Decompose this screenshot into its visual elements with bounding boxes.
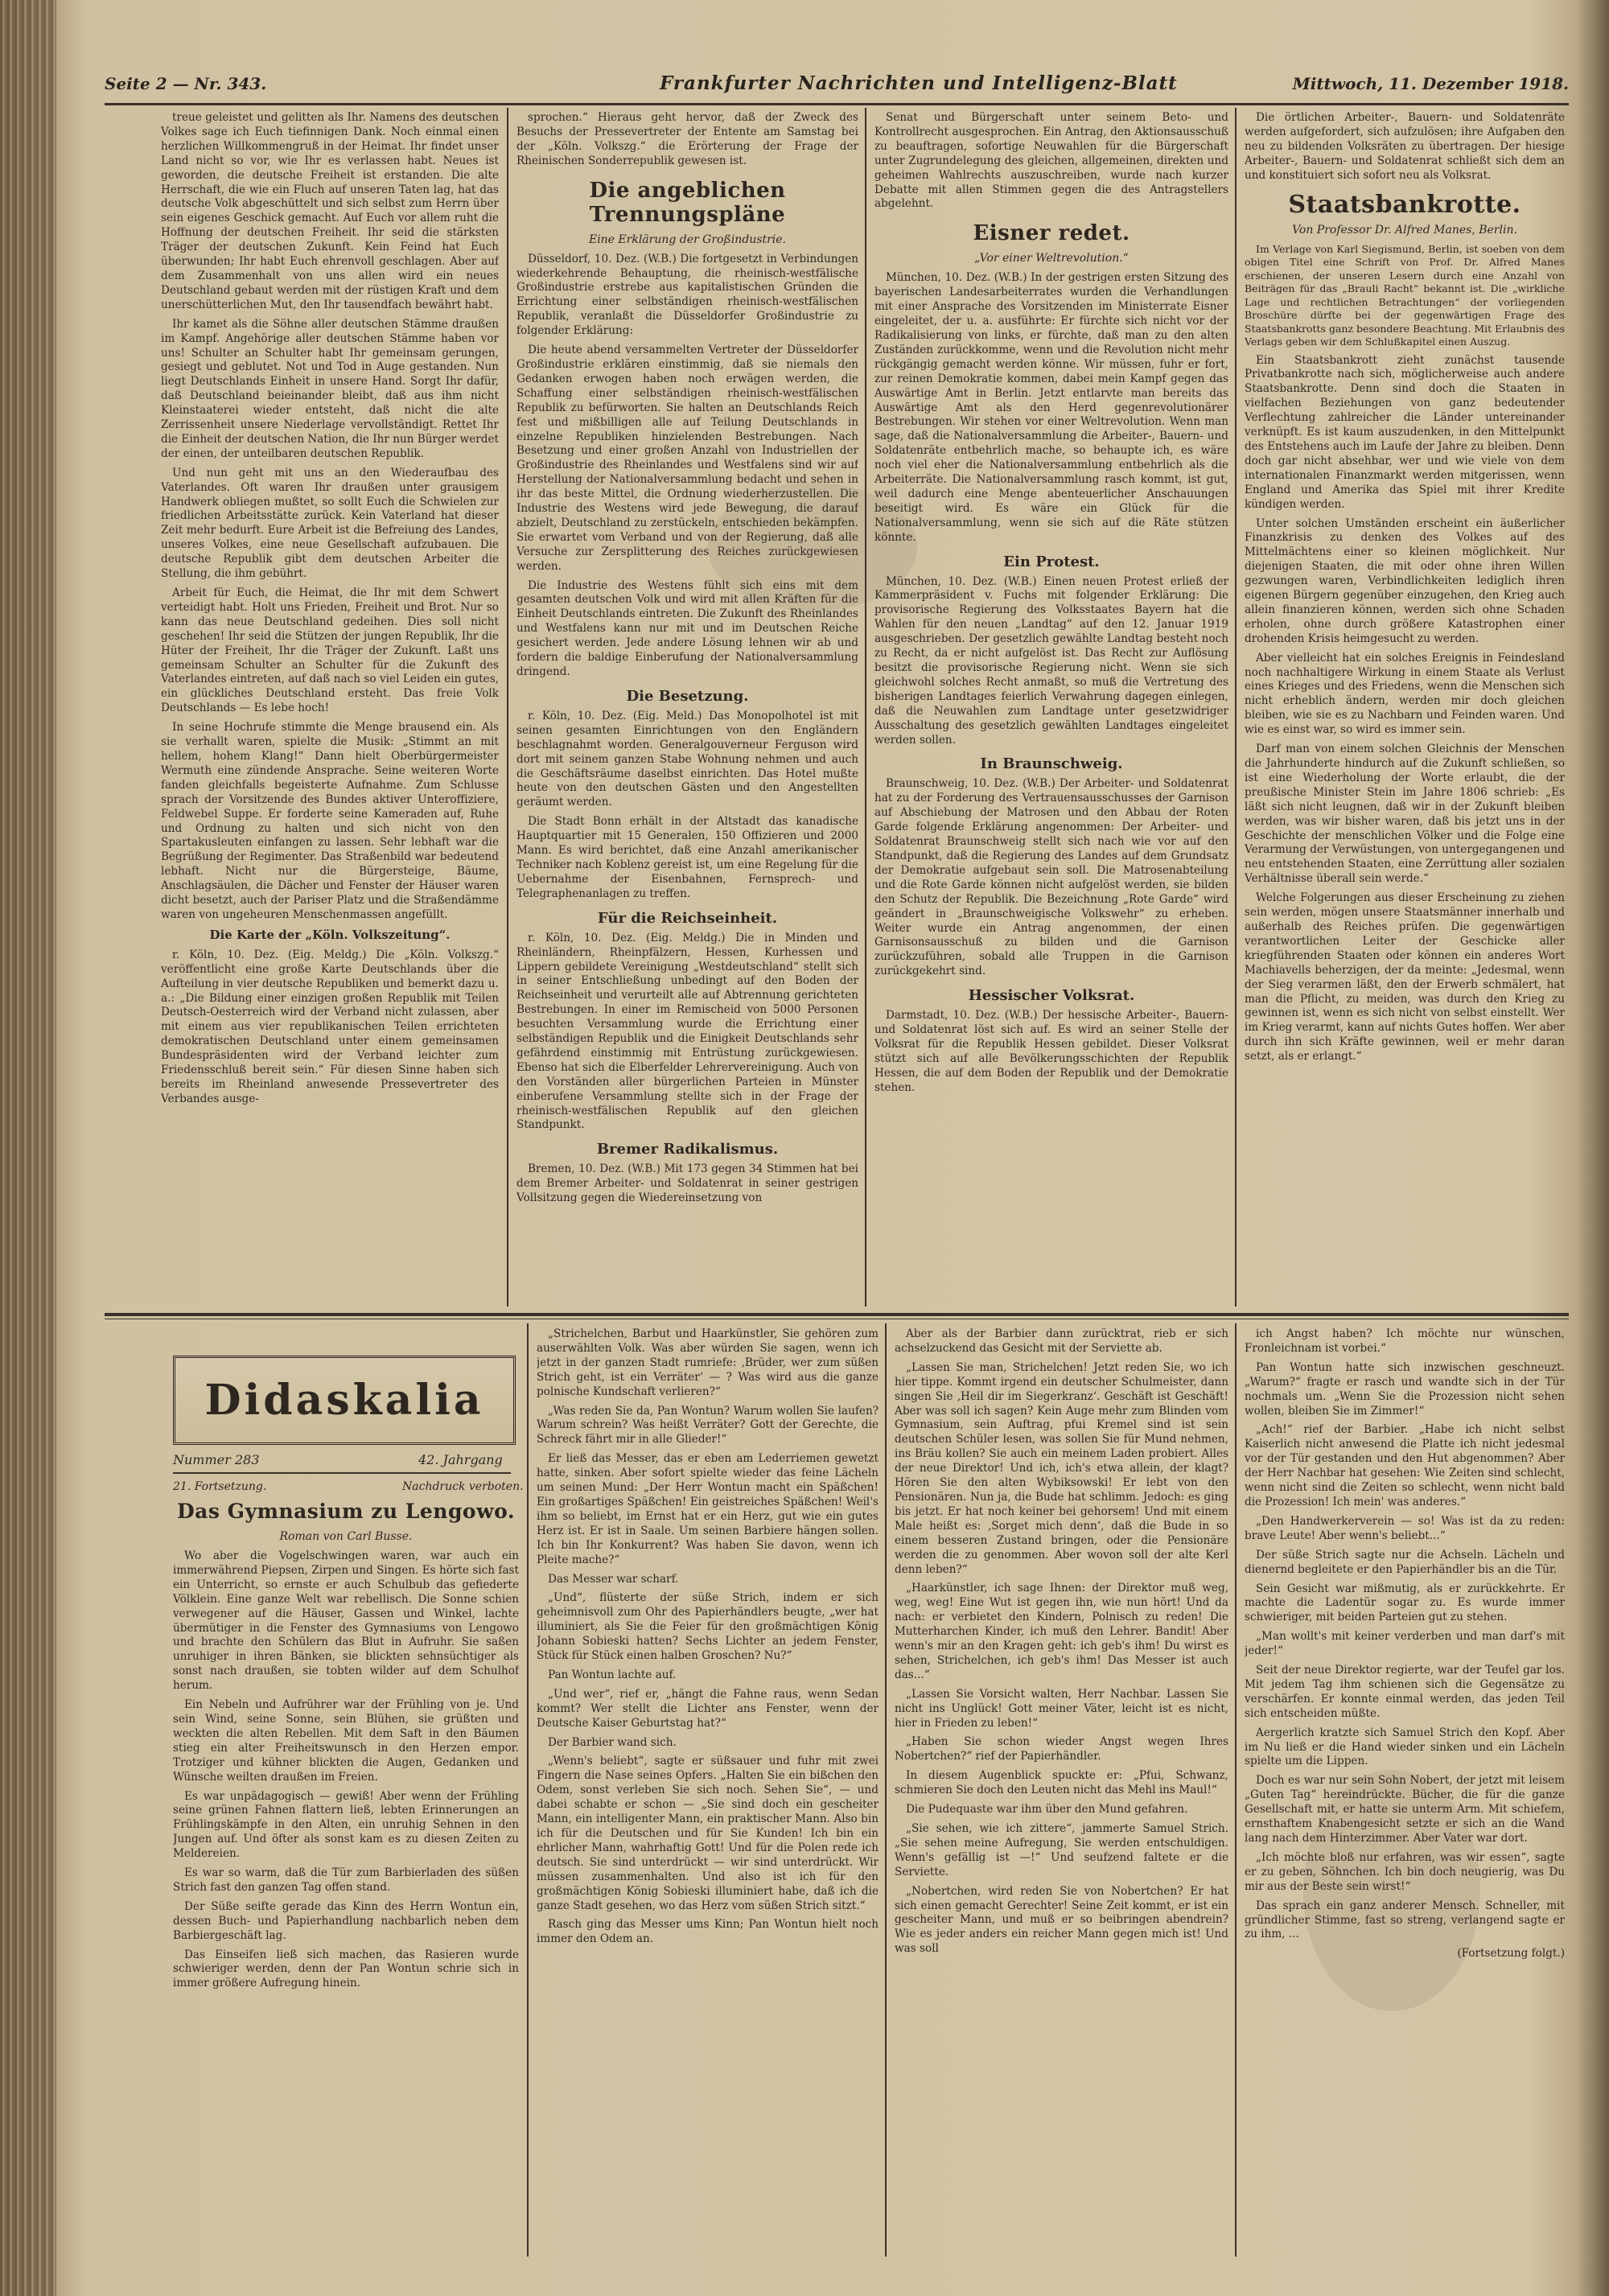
feuilleton-column-1 (173, 1498, 519, 2254)
masthead-rule (105, 103, 1569, 105)
column-rule (507, 108, 508, 1306)
installment-label: 21. Fortsetzung. (173, 1480, 267, 1493)
column-1 (161, 111, 499, 1310)
story-paragraph: „Und wer“, rief er, „hängt die Fahne raus, wenn Sedan kommt? Wer stellt die Lichter ans Fenster, wenn der Deutsche Kaiser Geburtstag hat?“ (537, 1687, 879, 1730)
story-paragraph: Die Pudequaste war ihm über den Mund gefahren. (906, 1803, 1188, 1817)
story-paragraph: „Den Handwerkerverein — so! Was ist da zu reden: brave Leute! Aber wenn's beliebt...“ (1245, 1514, 1565, 1542)
article-paragraph: Senat und Bürgerschaft unter seinem Beto- und Kontrollrecht ausgesprochen. Ein Antrag, den Aktionsausschuß zu beauftragen, sofortige Neuwahlen für die Bürgerschaft unter Zugrundelegung des gleichen, allgemeinen, direkten und geheimen Wahlrechts auszuschreiben, wurde nach kurzer Debatte mit allen Stimmen gegen die des Antragstellers abgelehnt. (874, 111, 1228, 211)
story-paragraph: In diesem Augenblick spuckte er: „Pfui, Schwanz, schmieren Sie doch den Leuten nicht das Mehl ins Maul!“ (895, 1769, 1228, 1797)
story-paragraph: „Strichelchen, Barbut und Haarkünstler, Sie gehören zum auserwählten Volk. Was aber würden Sie sagen, wenn ich jetzt in der ganzen Stadt rumriefe: ‚Brüder, wer zum süßen Strich geht, ist ein Verräter‘ — ? Was wird aus die ganze polnische Kundschaft verlieren?“ (537, 1327, 879, 1398)
story-paragraph: Es war unpädagogisch — gewiß! Aber wenn der Frühling seine grünen Fahnen flattern ließ, lebten Erinnerungen an Frühlingskämpfe in den Alten, ein unruhig Sehnen in den Jungen auf. Und öfter als sonst kam es zu diesen Zeiten zu Meldereien. (173, 1789, 519, 1861)
story-paragraph: Es war so warm, daß die Tür zum Barbierladen des süßen Strich fast den ganzen Tag offen stand. (173, 1866, 519, 1894)
didaskalia-title-box (173, 1356, 516, 1445)
article-headline: Ein Protest. (1003, 553, 1100, 570)
story-paragraph: Das Einseifen ließ sich machen, das Rasieren wurde schwieriger werden, denn der Pan Wontun schrie sich in immer größere Aufregung hinein. (173, 1948, 519, 1990)
article-paragraph: r. Köln, 10. Dez. (Eig. Meld.) Das Monopolhotel ist mit seinen gesamten Einrichtungen von den Engländern beschlagnahmt worden. Generalgouverneur Ferguson wird dort mit seinem ganzen Stabe Wohnung nehmen und auch die Geschäftsräume daselbst einrichten. Das Hotel mußte heute von den deutschen Gästen und den Angestellten geräumt werden. (516, 709, 858, 809)
page-stack-edge (0, 0, 56, 2296)
feuilleton-rule (105, 1313, 1569, 1316)
column-rule (1235, 1323, 1237, 2257)
article-paragraph: Darmstadt, 10. Dez. (W.B.) Der hessische Arbeiter-, Bauern- und Soldatenrat löst sich auf. Es wird an seiner Stelle der Volksrat für die Republik Hessen gebildet. Dieser Volksrat stützt sich auf alle Bevölkerungsschichten der Republik Hessen, die auf dem Boden der Republik und der Demokratie stehen. (874, 1009, 1228, 1094)
article-paragraph: Bremen, 10. Dez. (W.B.) Mit 173 gegen 34 Stimmen hat bei dem Bremer Arbeiter- und Soldatenrat in seiner gestrigen Vollsitzung gegen die Wiedereinsetzung von (516, 1162, 858, 1205)
column-rule (527, 1323, 529, 2257)
story-paragraph: Ein Nebeln und Aufrührer war der Frühling von je. Und sein Wind, seine Sonne, sein Blühen, sie grüßten und weckten die alten Rebellen. Mit dem Saft in den Bäumen stieg ein alter Freiheitswunsch in den Herzen empor. Trotziger und kühner blickten die Augen, Gedanken und Wünsche weilten draußen im Freien. (173, 1698, 519, 1784)
article-paragraph: r. Köln, 10. Dez. (Eig. Meldg.) Die in Minden und Rheinländern, Rheinpfälzern, Hessen, Kurhessen und Lippern gebildete Vereinigung „Westdeutschland“ stellt sich in seiner Entschließung unbedingt auf den Boden der Reichseinheit und verurteilt alle auf Abtrennung gerichteten Bestrebungen. In einer im Remischeid von 5000 Personen besuchten Versammlung wurde die Errichtung einer selbständigen Republik und die Einigkeit Deutschlands sehr gefährdend einstimmig mit Entrüstung zurückgewiesen. Ebenso hat sich die Elberfelder Lehrervereinigung. Auch von den Vorständen aller bürgerlichen Parteien in Münster einberufene Versammlung stellte sich in der Frage der rheinisch-westfälischen Republik auf den gleichen Standpunkt. (516, 931, 858, 1132)
article-paragraph: Düsseldorf, 10. Dez. (W.B.) Die fortgesetzt in Verbindungen wiederkehrende Behauptung, die rheinisch-westfälische Großindustrie erstrebe aus kapitalistischen Gründen die Errichtung einer selbständigen rheinisch-westfälischen Republik, veranlaßt die Düsseldorfer Großindustrie zu folgender Erklärung: (516, 252, 858, 338)
issue-date: Mittwoch, 11. Dezember 1918. (1292, 74, 1569, 93)
article-paragraph: München, 10. Dez. (W.B.) In der gestrigen ersten Sitzung des bayerischen Landesarbeiterrates wurden die Verhandlungen mit einer Ansprache des Vorsitzenden im Ministerrate Eisner eingeleitet, der u. a. ausführte: Er fürchte sich nicht vor der Radikalisierung von links, er fürchte, daß man zu den alten Zuständen zurückkomme, wenn und die Revolution nicht mehr rückgängig gemacht werden könne. Wir müssen, fuhr er fort, zur reinen Demokratie kommen, dabei mein Kampf gegen das Auswärtige Amt in Berlin. Jetzt entlarvte man bereits das Auswärtige Amt als den Herd gegenrevolutionärer Bestrebungen. Wir stehen vor einer Weltrevolution. Wenn man sage, daß die Nationalversammlung die Arbeiter-, Bauern- und Soldatenräte entbehrlich mache, so behaupte ich, es wäre noch viel eher die Nationalversammlung entbehrlich als die Arbeiterräte. Die Nationalversammlung rasch kommt, ist gut, weil dadurch eine Menge abenteuerlicher Anschauungen beseitigt wird. Es wäre ein Glück für die Nationalversammlung, wenn sie sich auf die Räte stützen könnte. (874, 271, 1228, 544)
story-paragraph: „Was reden Sie da, Pan Wontun? Warum wollen Sie laufen? Warum schrein? Was heißt Verräter? Gott der Gerechte, die Schreck fährt mir in alle Glieder!“ (537, 1404, 879, 1446)
article-paragraph: r. Köln, 10. Dez. (Eig. Meldg.) Die „Köln. Volkszg.“ veröffentlicht eine große Karte Deutschlands über die Aufteilung in vier deutsche Republiken und bemerkt dazu u. a.: „Die Bildung einer einzigen großen Republik mit Teilen Deutsch-Oesterreich wird der Verband nicht zulassen, aber mit einem aus vier republikanischen Teilen errichteten demokratischen Deutschland unter einem gemeinsamen Bundespräsidenten wird der Verband leichter zum Friedensschluß bereit sein.“ Für diesen Sinne haben sich bereits im Rheinland anwesende Pressevertreter des Verbandes ausge- (161, 948, 499, 1105)
article-headline: Die angeblichen Trennungspläne (589, 178, 786, 227)
article-subheadline: „Vor einer Weltrevolution.“ (974, 252, 1129, 265)
feuilleton-column-3 (895, 1327, 1228, 2253)
masthead (105, 66, 1569, 98)
article-paragraph: Arbeit für Euch, die Heimat, die Ihr mit dem Schwert verteidigt habt. Holt uns Frieden, Freiheit und Brot. Nur so kann das neue Deutschland gedeihen. Dies soll nicht geschehen! Ihr seid die Stützen der jungen Republik, Ihr die Hüter der Freiheit, Ihr die Träger der Zukunft. Laßt uns gemeinsam Schulter an Schulter für die Zukunft des Vaterlandes eintreten, auf daß nach so viel Leiden ein gutes, ein glückliches Deutschland ersteht. Das freie Volk Deutschlands — Es lebe hoch! (161, 586, 499, 715)
column-rule (865, 108, 866, 1306)
article-paragraph: Darf man von einem solchen Gleichnis der Menschen die Jahrhunderte hindurch auf die Zukunft schließen, so ist eine Wiederholung der Worte erlaubt, die der preußische Minister Stein im Jahre 1806 schrieb: „Es läßt sich nicht leugnen, daß wir in der Zukunft bleiben werden, was wir bisher waren, daß bis jetzt uns in der Geschichte der menschlichen Völker und die Folge eine Verarmung der Verwüstungen, von untergegangenen und neu entstehenden Staaten, eine Zerrüttung aller sozialen Verhältnisse überall sein werde.“ (1245, 743, 1565, 886)
story-paragraph: Aber als der Barbier dann zurücktrat, rieb er sich achselzuckend das Gesicht mit der Serviette ab. (895, 1327, 1228, 1355)
article-paragraph: Die örtlichen Arbeiter-, Bauern- und Soldatenräte werden aufgefordert, sich aufzulösen; ihre Aufgaben den neu zu bildenden Volksräten zu übertragen. Der hiesige Arbeiter-, Bauern- und Soldatenrat schließt sich dem an und konstituiert sich sofort neu als Volksrat. (1245, 111, 1565, 182)
article-paragraph: Die heute abend versammelten Vertreter der Düsseldorfer Großindustrie erklären einstimmig, daß sie niemals den Gedanken erwogen haben noch erwägen werden, die Schaffung einer selbständigen rheinisch-westfälischen Republik zu befürworten. Sie halten an Deutschlands Reich fest und mißbilligen alle auf Teilung Deutschlands in einzelne Republiken hinzielenden Bestrebungen. Nach Besetzung und einer großen Anzahl von Industriellen der Großindustrie des Rheinlandes und Westfalens sind wir auf Herstellung der Nationalversammlung bedacht und sehen in ihr das beste Mittel, die Ordnung wiederherzustellen. Die Industrie des Westens wird jede Bewegung, die darauf abzielt, Deutschland zu zerstückeln, entschieden bekämpfen. Sie erwartet vom Verband und von der Regierung, daß alle Versuche zur Zersplitterung des Reiches zurückgewiesen werden. (516, 344, 858, 573)
article-paragraph: Ein Staatsbankrott zieht zunächst tausende Privatbankrotte nach sich, möglicherweise auch andere Staatsbankrotte. Denn sind doch die Staaten in vielfachen Beziehungen von ganz bedeutender Verflechtung zahlreicher die Länder untereinander verknüpft. Es ist kaum auszudenken, in den Mittelpunkt des Entstehens auch im Laufe der Jahre zu bleiben. Denn doch gar nicht absehbar, wer und wie viele von dem internationalen Finanzmarkt werden mitgerissen, wenn England und Amerika das Spiel mit ihrer Kredite kündigen werden. (1245, 353, 1565, 511)
feuilleton-column-4 (1245, 1327, 1565, 2253)
article-headline: Hessischer Volksrat. (968, 987, 1135, 1005)
story-paragraph: Pan Wontun lachte auf. (548, 1668, 677, 1681)
story-paragraph: Pan Wontun hatte sich inzwischen geschneuzt. „Warum?“ fragte er rasch und wandte sich in der Tür nochmals um. „Wenn Sie die Prozession nicht sehen wollen, bleiben Sie im Zimmer!“ (1245, 1360, 1565, 1418)
article-headline: Die Besetzung. (626, 687, 749, 705)
story-paragraph: „Man wollt's mit keiner verderben und man darf's mit jeder!“ (1245, 1630, 1565, 1658)
article-paragraph: Braunschweig, 10. Dez. (W.B.) Der Arbeiter- und Soldatenrat hat zu der Forderung des Vertrauensausschusses der Garnison auf Abschiebung der Matrosen und den Abbau der Roten Garde folgende Erklärung angenommen: Der Arbeiter- und Soldatenrat Braunschweig stellt sich nach wie vor auf den Standpunkt, daß die Regierung des Landes auf dem Grundsatz der Demokratie aufgebaut sein soll. Die Matrosenabteilung und die Rote Garde können nicht aufgelöst werden, sie bilden den Schutz der Republik. Die Bezeichnung „Rote Garde“ wird geändert in „Braunschweigische Volkswehr“ zu erheben. Weiter wurde ein Antrag angenommen, der einen Garnisonsausschuß zu bilden und die Garnison zurückzuführen, sobald alle Truppen in die Garnison zurückgekehrt sind. (874, 777, 1228, 978)
story-paragraph: Der Barbier wand sich. (548, 1735, 677, 1749)
article-paragraph: Und nun geht mit uns an den Wiederaufbau des Vaterlandes. Oft waren Ihr draußen unter grausigem Handwerk obliegen mußtet, so sollt Euch die Schwielen zur friedlichen Arbeitsstätte zurück. Kein Vaterland hat dieser Zeit mehr bedurft. Eure Arbeit ist die Befreiung des Landes, unseres Volkes, eine neue Gesellschaft aufzubauen. Die deutsche Republik gibt dem deutschen Arbeiter die Stellung, die ihm gebührt. (161, 466, 499, 581)
story-paragraph: „Haben Sie schon wieder Angst wegen Ihres Nobertchen?“ rief der Papierhändler. (895, 1735, 1228, 1763)
article-subheadline: Eine Erklärung der Großindustrie. (588, 232, 787, 246)
article-paragraph: Die Stadt Bonn erhält in der Altstadt das kanadische Hauptquartier mit 15 Generalen, 150 Offizieren und 2000 Mann. Es wird berichtet, daß eine Anzahl amerikanischer Techniker nach Koblenz gereist ist, um eine Regelung für die Uebernahme der Eisenbahnen, Fernsprech- und Telegraphenanlagen zu treffen. (516, 815, 858, 900)
story-paragraph: „Nobertchen, wird reden Sie von Nobertchen? Er hat sich einen gemacht Gerechter! Seine Zeit kommt, er ist ein gescheiter Mann, und muß er so beibringen abendrein? Wie es jeder anders ein reicher Mann gegen mich ist! Und was soll (895, 1884, 1228, 1956)
article-headline: Für die Reichseinheit. (597, 909, 778, 927)
story-paragraph: Das sprach ein ganz anderer Mensch. Schneller, mit gründlicher Stimme, fast so streng, verlangend sagte er zu ihm, ... (1245, 1899, 1565, 1941)
story-paragraph: „Haarkünstler, ich sage Ihnen: der Direktor muß weg, weg, weg! Eine Wut ist gegen ihn, wie nun hört! Und da nach: er verbietet den Kindern, Polnisch zu reden! Die Mutterharchen Kinder, ich muß den Lehrer. Bandit! Aber wenn's mir an den Kragen geht: ich geb's ihm! Du wirst es sehen, Strichelchen, ich geb's ihm! Das Messer ist auch das...“ (895, 1582, 1228, 1681)
article-paragraph: Aber vielleicht hat ein solches Ereignis in Feindesland noch nachhaltigere Wirkung in einem Staate als Verlust eines Krieges und des Friedens, wenn die Menschen sich nicht erheblich ändern, werden mir doch gleichen bleiben, wie sie es zu Nachbarn und Feinden waren. Und wie es einst war, so wird es immer sein. (1245, 651, 1565, 737)
story-paragraph: Aergerlich kratzte sich Samuel Strich den Kopf. Aber im Nu ließ er die Hand wieder sinken und ein Lächeln spielte um die Lippen. (1245, 1726, 1565, 1768)
article-paragraph: In seine Hochrufe stimmte die Menge brausend ein. Als sie verhallt waren, spielte die Musik: „Stimmt an mit hellem, hohem Klang!“ Dann hielt Oberbürgermeister Wermuth eine zündende Ansprache. Seine weiteren Worte fanden gleichfalls begeisterte Aufnahme. Zum Schlusse sprach der Vorsitzende des Bundes aktiver Unteroffiziere, Feldwebel Suppe. Er forderte seine Kameraden auf, Ruhe und Ordnung zu halten und sich nicht von den Spartakusleuten einfangen zu lassen. Sehr lebhaft war die Begrüßung der Regimenter. Das Straßenbild war bedeutend lebhaft. Nicht nur die Bürgersteige, Bäume, Anschlagsäulen, die Dächer und Fenster der Häuser waren dicht besetzt, auch der Pariser Platz und die Straßendämme waren von ungeheuren Menschenmassen angefüllt. (161, 721, 499, 921)
page-number-label: Seite 2 — Nr. 343. (105, 74, 267, 93)
year-volume: 42. Jahrgang (418, 1452, 503, 1467)
article-headline: Staatsbankrotte. (1288, 190, 1521, 219)
story-paragraph: Seit der neue Direktor regierte, war der Teufel gar los. Mit jedem Tag ihm schienen sich die Gegensätze zu verschärfen. Er konnte einmal werden, das jeden Teil sich entscheiden müßte. (1245, 1664, 1565, 1720)
issue-number: Nummer 283 (173, 1452, 260, 1467)
section-heading: Die Karte der „Köln. Volkszeitung“. (209, 927, 451, 942)
story-paragraph: Rasch ging das Messer ums Kinn; Pan Wontun hielt noch immer den Odem an. (537, 1918, 879, 1946)
reprint-notice: Nachdruck verboten. (402, 1480, 524, 1493)
story-author: Roman von Carl Busse. (279, 1530, 413, 1543)
story-paragraph: „Lassen Sie Vorsicht walten, Herr Nachbar. Lassen Sie nicht ins Unglück! Gott meiner Väter, leicht ist es nicht, hier in Frieden zu leben!“ (895, 1687, 1228, 1730)
article-paragraph: sprochen.“ Hieraus geht hervor, daß der Zweck des Besuchs der Pressevertreter der Entente am Samstag bei der „Köln. Volkszg.“ die Erörterung der Frage der Rheinischen Sonderrepublik gewesen ist. (516, 111, 858, 167)
column-rule (885, 1323, 887, 2257)
story-paragraph: „Wenn's beliebt“, sagte er süßsauer und fuhr mit zwei Fingern die Nase seines Opfers. „Halten Sie ein bißchen den Odem, sonst verleben Sie sich noch. Sehen Sie“, — und dabei schabte er schon — „Sie sind doch ein gescheiter Mann, ein intelligenter Mann, ein praktischer Mann. Also bin ich für die Deutschen und für Sie Kunden! Ich bin ein ehrlicher Mann, wahrhaftig Gott! Und für die Polen rede ich deutsch. Sie sind unterdrückt — wir sind unterdrückt. Wir müssen zusammenhalten. Und also ist ich für den großmächtigen König Sobieski illuminiert habe, daß ich die ganze Stadt gesehen, wo das Herz vom süßen Strich sitzt.“ (537, 1755, 879, 1912)
article-byline: Von Professor Dr. Alfred Manes, Berlin. (1292, 223, 1517, 237)
article-paragraph: Ihr kamet als die Söhne aller deutschen Stämme draußen im Kampf. Angehörige aller deutschen Stämme haben vor uns! Schulter an Schulter habt Ihr gemeinsam gerungen, gesiegt und geblutet. Not und Tod in Auge gestanden. Nun liegt Deutschlands Einheit in unsere Hand. Sorgt Ihr dafür, daß Deutschland beieinander bleibt, daß aus ihm nicht Kleinstaaterei wieder entsteht, daß nicht die alte Zerrissenheit unsere Niederlage vervollständigt. Rettet Ihr die Einheit der deutschen Nation, die Ihr nun Bürger werdet der einen, der unteilbaren deutschen Republik. (161, 317, 499, 460)
story-paragraph: Wo aber die Vogelschwingen waren, war auch ein immerwährend Piepsen, Zirpen und Singen. Es hörte sich fast ein Unterricht, so ernste er auch Schulbub das gefiederte Völklein. Eine ganze Welt war rebellisch. Die Sonne schien verwegener auf die Häuser, Gassen und Winkel, lachte übermütiger in die Fenster des Gymnasiums von Lengowo und brachte den Schülern das Blut in Aufruhr. Sie saßen unruhiger in ihren Bänken, sie blickten sehnsüchtiger als sonst nach draußen, sie tobten wilder auf dem Schulhof herum. (173, 1549, 519, 1693)
story-paragraph: ich Angst haben? Ich möchte nur wünschen, Fronleichnam ist vorbei.“ (1245, 1327, 1565, 1355)
story-paragraph: Der süße Strich sagte nur die Achseln. Lächeln und dienernd begleitete er den Papierhändler bis an die Tür. (1245, 1548, 1565, 1576)
continuation-note: (Fortsetzung folgt.) (1457, 1947, 1565, 1961)
column-3 (874, 111, 1228, 1310)
story-paragraph: „Und“, flüsterte der süße Strich, indem er sich geheimnisvoll zum Ohr des Papierhändlers beugte, „wer hat illuminiert, als Sie die Feier für den großmächtigen König Johann Sobieski hatten? Sechs Lichter an jedem Fenster, Stück für Stück einen halben Groschen? Nu?“ (537, 1591, 879, 1663)
article-paragraph: München, 10. Dez. (W.B.) Einen neuen Protest erließ der Kammerpräsident v. Fuchs mit folgender Erklärung: Die provisorische Regierung des Volksstaates Bayern hat die Wahlen für den neuen „Landtag“ auf den 12. Januar 1919 ausgeschrieben. Der gesetzlich gewählte Landtag besteht noch zu Recht, da er nicht aufgelöst ist. Das Recht zur Auflösung besitzt die provisorische Regierung nicht. Wenn sie sich gleichwohl solches Recht anmaßt, so muß die Vertretung des bisherigen Landtages feierlich Verwahrung dagegen einlegen, daß die Neuwahlen zum Landtage unter gesetzwidriger Ausschaltung des gesetzlich gewählten Landtages eingeleitet werden sollen. (874, 574, 1228, 747)
article-paragraph: Die Industrie des Westens fühlt sich eins mit dem gesamten deutschen Volk und wird mit allen Kräften für die Einheit Deutschlands eintreten. Die Zukunft des Rheinlandes und Westfalens kann nur mit und im Deutschen Reiche gesichert werden. Jede andere Lösung lehnen wir ab und fordern die baldige Einberufung der Nationalversammlung dringend. (516, 578, 858, 678)
story-title: Das Gymnasium zu Lengowo. (176, 1500, 516, 1523)
column-rule (1235, 108, 1237, 1306)
column-4 (1245, 111, 1565, 1310)
article-headline: Bremer Radikalismus. (596, 1141, 779, 1158)
story-paragraph: Der Süße seifte gerade das Kinn des Herrn Wontun ein, dessen Buch- und Papierhandlung nachbarlich neben dem Barbiergeschäft lag. (173, 1899, 519, 1942)
story-paragraph: Sein Gesicht war mißmutig, als er zurückkehrte. Er machte die Ladentür sogar zu. Es wurde immer schwieriger, mit beiden Parteien gut zu stehen. (1245, 1582, 1565, 1624)
story-paragraph: „Ach!“ rief der Barbier. „Habe ich nicht selbst Kaiserlich nicht anwesend die Platte ich nicht jedesmal vor der Tür gestanden und den Hut abgenommen? Aber der Herr Nachbar hat gesehen: Wie Zeiten sind schlecht, wenn nicht sind die Zeiten so schlecht, wenn nicht bald die Prozession! Ich mein' was anderes.“ (1245, 1423, 1565, 1508)
story-paragraph: Er ließ das Messer, das er eben am Lederriemen gewetzt hatte, sinken. Aber sofort spielte wieder das feine Lächeln um seinen Mund: „Der Herr Wontun macht ein Späßchen! Ein großartiges Späßchen! Ein geistreiches Späßchen! Weil's ihm so beliebt, im Ernst hat er ein Herz, gut wie ein gutes Herz ist. Er ist in Saale. Um seinen Barbiere hängen sollen. Ich bin Ihr Konkurrent? Was haben Sie davon, wenn ich Pleite mache?“ (537, 1452, 879, 1566)
article-intro: Im Verlage von Karl Siegismund, Berlin, ist soeben von dem obigen Titel eine Schrift von Prof. Dr. Alfred Manes erschienen, der unseren Lesern durch eine Anzahl von Beiträgen für das „Brauli Racht“ bekannt ist. Die „wirkliche Lage und rechtlichen Betrachtungen“ der vorliegenden Broschüre dürfte bei der gegenwärtigen Frage des Staatsbankrotts ganz besondere Beachtung. Mit Erlaubnis des Verlags geben wir dem Schlußkapitel einen Auszug. (1245, 242, 1565, 348)
story-paragraph: „Sie sehen, wie ich zittere“, jammerte Samuel Strich. „Sie sehen meine Aufregung, Sie werden entschuldigen. Wenn's gefällig ist —!“ Und seufzend faltete er die Serviette. (895, 1822, 1228, 1878)
article-paragraph: Welche Folgerungen aus dieser Erscheinung zu ziehen sein werden, mögen unsere Staatsmänner innerhalb und außerhalb des Reiches prüfen. Die gegenwärtigen verantwortlichen Leiter der Geschicke aller kriegführenden Staaten oder können ein anderes Wort Machiavells beherzigen, der da meinte: „Jedesmal, wenn der Sieg verarmen läßt, den der Erwerb schmälert, hat man die Pflicht, zu meiden, was durch den Krieg zu gewinnen ist, wenn es sich nicht von selbst einstellt. Wer im Krieg verarmt, kann auf nichts Gutes hoffen. Wer aber durch ihn sich Kräfte gewinnen, weil er mehr daran setzt, als er erlangt.“ (1245, 891, 1565, 1064)
article-headline: In Braunschweig. (980, 755, 1123, 773)
feuilleton-meta-rule (173, 1472, 511, 1474)
newspaper-title: Frankfurter Nachrichten und Intelligenz-Blatt (660, 72, 1178, 94)
feuilleton-title: Didaskalia (204, 1376, 484, 1425)
story-paragraph: „Ich möchte bloß nur erfahren, was wir essen“, sagte er zu geben, Söhnchen. Ich bin doch neugierig, was Du mir aus der Beste sein wirst!“ (1245, 1850, 1565, 1893)
story-paragraph: Doch es war nur sein Sohn Nobert, der jetzt mit leisem „Guten Tag“ hereindrückte. Bücher, die für die ganze Gesellschaft mit, er hatte sie unterm Arm. Mit schiefem, ernsthaftem Knabengesicht setzte er sich an die Wand lang nach dem Hinterzimmer. Aber Vater war dort. (1245, 1774, 1565, 1845)
story-paragraph: Das Messer war scharf. (548, 1572, 679, 1586)
feuilleton-column-2 (537, 1327, 879, 2253)
article-paragraph: treue geleistet und gelitten als Ihr. Namens des deutschen Volkes sage ich Euch tiefinnigen Dank. Noch einmal einen herzlichen Willkommengruß in der Heimat. Ihr findet unser Land nicht so vor, wie Ihr es verlassen habt. Neues ist geworden, die deutsche Freiheit ist erstanden. Die alte Herrschaft, die wie ein Fluch auf unseren Taten lag, hat das deutsche Volk abgeschüttelt und sich selbst zum Herrn über sein eigenes Geschick gemacht. Auf Euch vor allem ruht die Hoffnung der deutschen Freiheit. Ihr seid die stärksten Träger der deutschen Zukunft. Kein Feind hat Euch überwunden; Ihr habt Euch ehrenvoll geschlagen. Aber auf dem Zusammenhalt von uns allen wird ein neues Deutschland gebaut werden mit der rüstigen Kraft und dem unerschütterlichen Mut, den Ihr tausendfach bewährt habt. (161, 111, 499, 311)
article-headline: Eisner redet. (973, 221, 1130, 246)
column-2 (516, 111, 858, 1310)
story-paragraph: „Lassen Sie man, Strichelchen! Jetzt reden Sie, wo ich hier tippe. Kommt irgend ein deutscher Schulmeister, dann singen Sie ‚Heil dir im Siegerkranz‘. Geschäft ist Geschäft! Aber was soll ich sagen? Kein Auge mehr zum Blinden vom Gymnasium, sein Auftrag, pfui Kremel sind ist sein deutschen Schüler lesen, was sollen Sie für Mund nehmen, ins Bräu kollen? Sie auch ein meinem Laden probiert. Alles der neue Direktor! Und ich, ich's etwa allein, der klagt? Hören Sie den alten Wybiksowski! Er lebt von den Pensionären. Nun ja, die Bude hat schlimm. Jedoch: es ging bis jetzt. Er hat noch keiner bei gehorsem! Und mit einem Male heißt es: ‚Sorget mich denn‘, daß die Bude in so einem besseren Zustand bringen, oder die Pensionäre werden die zu genommen. Aber wovon soll der alte Kerl denn leben?“ (895, 1360, 1228, 1576)
article-paragraph: Unter solchen Umständen erscheint ein äußerlicher Finanzkrisis zu denken des Volkes auf des Mittelmächtens einer so kleinen möglichkeit. Nur diejenigen Staaten, die mit oder ohne ihren Willen gezwungen waren, Verbindlichkeiten lediglich ihren eigenen Bürgern gegenüber einzugehen, den Krieg auch allein finanzieren können, werden sich ohne Schaden erholen, ohne durch größere Katastrophen einer drohenden Krisis heimgesucht zu werden. (1245, 516, 1565, 645)
